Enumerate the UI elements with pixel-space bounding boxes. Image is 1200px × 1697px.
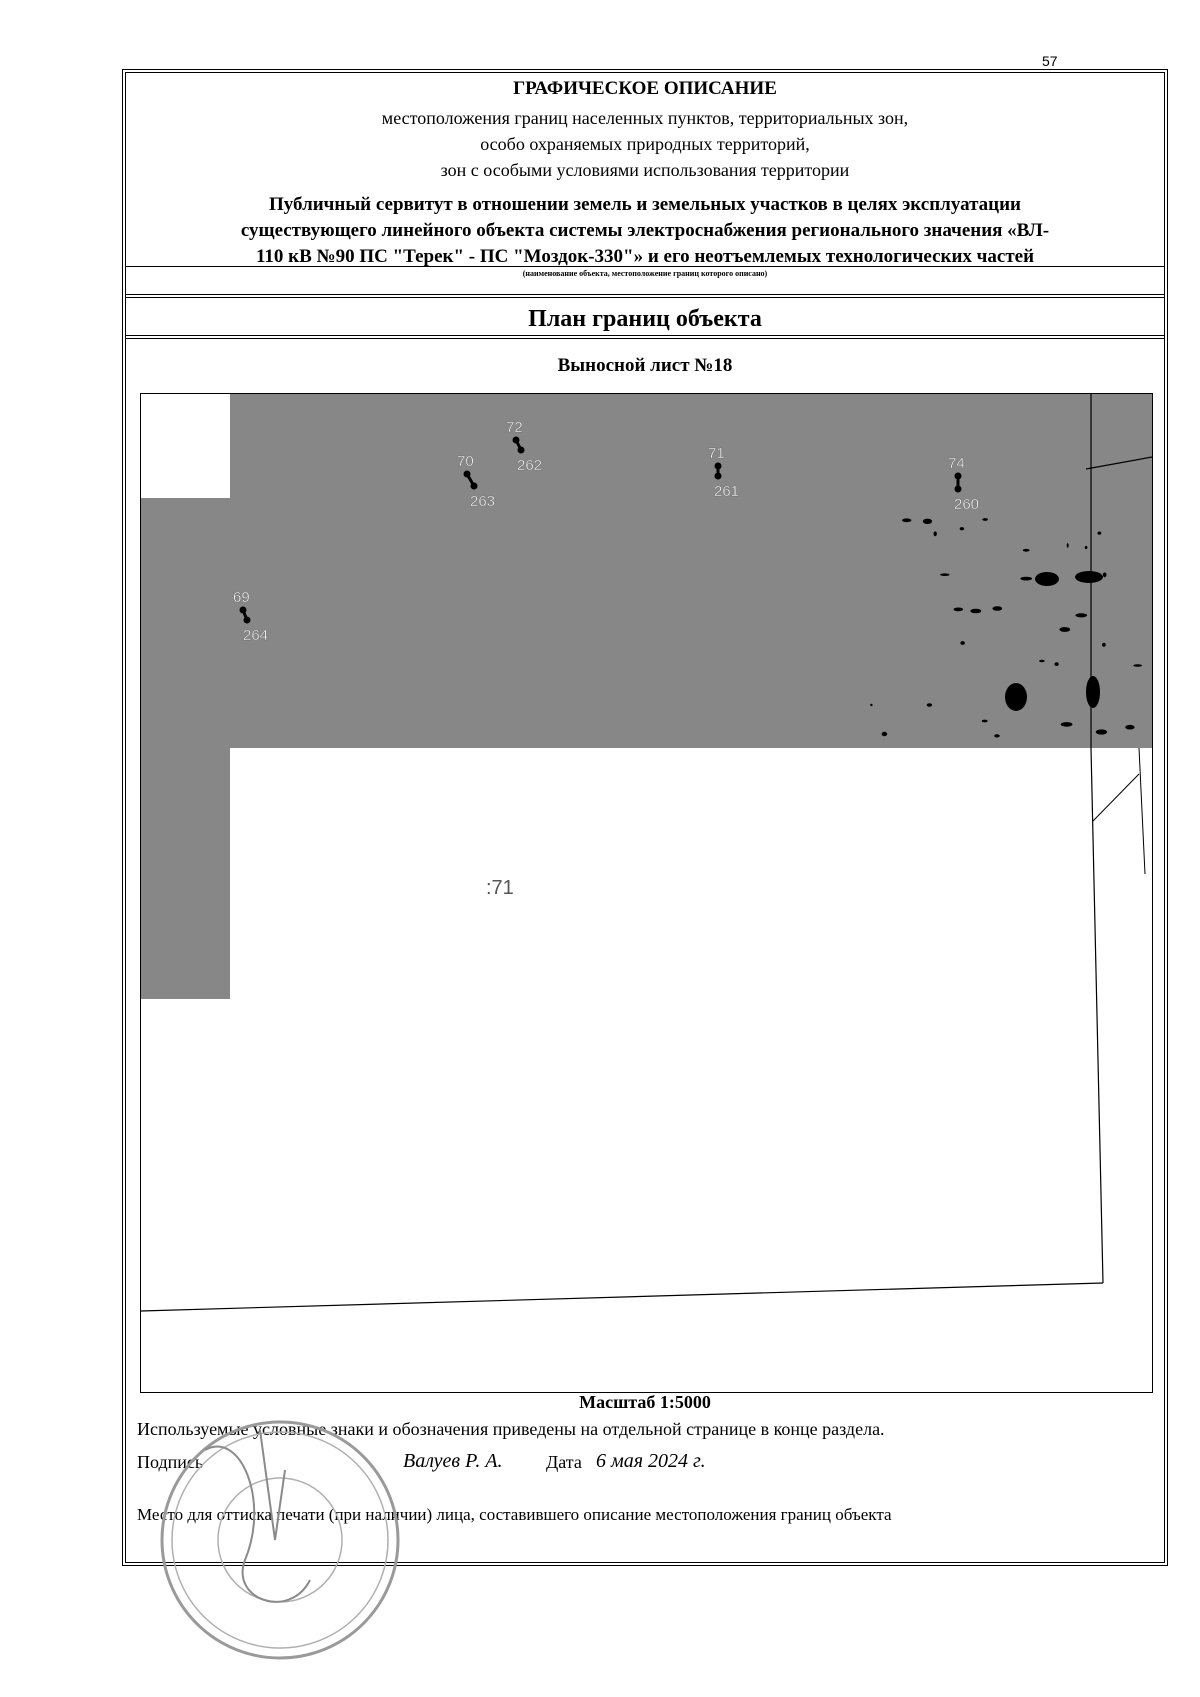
description-line: местоположения границ населенных пунктов, территориальных зон, bbox=[381, 108, 909, 128]
date-value: 6 мая 2024 г. bbox=[596, 1450, 706, 1472]
signature-label: Подпись bbox=[137, 1452, 204, 1472]
scan-noise-blob bbox=[1075, 613, 1087, 617]
scan-noise-blob bbox=[870, 704, 872, 706]
description-line: зон с особыми условиями использования территории bbox=[440, 160, 850, 180]
stamp-ring-outer bbox=[162, 1422, 398, 1658]
boundary-point bbox=[955, 473, 962, 480]
object-line: 110 кВ №90 ПС "Терек" - ПС "Моздок-330"» и его неотъемлемых технологических частей bbox=[255, 246, 1035, 267]
scan-noise-blob bbox=[1096, 729, 1107, 734]
boundary-point bbox=[471, 483, 478, 490]
scan-noise-blob bbox=[1023, 549, 1030, 552]
boundary-point bbox=[513, 437, 520, 444]
scan-noise-blob bbox=[1086, 676, 1100, 708]
point-number-label: 262 bbox=[517, 457, 543, 474]
scan-noise-blob bbox=[992, 606, 1002, 611]
boundary-point bbox=[518, 447, 525, 454]
boundary-point bbox=[715, 473, 722, 480]
separator-caption bbox=[125, 294, 1165, 295]
boundary-map bbox=[140, 393, 1153, 1393]
separator-plan-2 bbox=[125, 338, 1165, 339]
boundary-point bbox=[955, 486, 962, 493]
point-number-label: 74 bbox=[948, 455, 965, 472]
scan-noise-blob bbox=[960, 641, 964, 645]
boundary-point bbox=[244, 617, 251, 624]
description-line: особо охраняемых природных территорий, bbox=[480, 134, 810, 154]
boundary-point bbox=[464, 471, 471, 478]
boundary-point bbox=[715, 463, 722, 470]
point-number-label: 72 bbox=[506, 419, 523, 436]
scan-noise-blob bbox=[954, 608, 964, 612]
scan-noise-blob bbox=[994, 734, 1000, 737]
boundary-point bbox=[240, 607, 247, 614]
point-number-label: 263 bbox=[470, 493, 496, 510]
document-description bbox=[125, 105, 1165, 183]
scan-noise-blob bbox=[902, 518, 911, 522]
page-number: 57 bbox=[1042, 53, 1058, 69]
point-number-label: 260 bbox=[954, 496, 980, 513]
separator-plan bbox=[125, 335, 1165, 336]
scan-noise-blob bbox=[1020, 577, 1032, 581]
scan-noise-blob bbox=[982, 518, 988, 521]
signature-stroke-2 bbox=[260, 1430, 285, 1540]
scan-noise-blob bbox=[927, 703, 932, 707]
scan-noise-blob bbox=[882, 732, 888, 736]
sheet-title: Выносной лист №18 bbox=[557, 355, 733, 376]
stamp-place-note: Место для оттиска печати (при наличии) лица, составившего описание местоположения границ объекта bbox=[137, 1505, 892, 1524]
scan-noise-blob bbox=[1005, 683, 1027, 711]
scan-noise-blob bbox=[1035, 572, 1059, 586]
scan-noise-blob bbox=[1098, 532, 1102, 535]
scan-noise-blob bbox=[1061, 722, 1073, 727]
scan-noise-blob bbox=[1102, 643, 1106, 647]
scan-noise-blob bbox=[940, 573, 949, 576]
scan-noise-blob bbox=[1075, 571, 1103, 583]
object-name bbox=[125, 192, 1165, 270]
object-caption: (наименование объекта, местоположение границ которого описано) bbox=[522, 269, 768, 278]
point-number-label: 264 bbox=[243, 627, 269, 644]
scan-noise-blob bbox=[1125, 725, 1134, 730]
plan-title: План границ объекта bbox=[528, 306, 762, 332]
point-number-label: 261 bbox=[714, 483, 740, 500]
stamp-seal bbox=[150, 1410, 410, 1670]
scan-noise-blob bbox=[960, 527, 964, 530]
scan-noise-blob bbox=[1085, 546, 1088, 549]
scan-noise-blob bbox=[970, 609, 981, 614]
parcel-label: :71 bbox=[486, 877, 514, 899]
scan-noise-blob bbox=[1133, 664, 1142, 667]
scan-noise-blob bbox=[1103, 572, 1107, 577]
scan-noise-blob bbox=[1067, 543, 1069, 547]
object-line: Публичный сервитут в отношении земель и земельных участков в целях эксплуатации bbox=[269, 194, 1021, 215]
scan-noise-blob bbox=[1059, 627, 1070, 632]
scan-noise-blob bbox=[1055, 662, 1059, 666]
point-number-label: 69 bbox=[233, 589, 250, 606]
point-number-label: 70 bbox=[457, 453, 474, 470]
scan-noise-blob bbox=[1039, 660, 1045, 662]
separator-caption-2 bbox=[125, 297, 1165, 298]
point-number-label: 71 bbox=[708, 445, 725, 462]
map-scale: Масштаб 1:5000 bbox=[579, 1392, 711, 1412]
object-line: существующего линейного объекта системы электроснабжения регионального значения «ВЛ- bbox=[240, 220, 1050, 241]
scan-noise-blob bbox=[923, 519, 932, 524]
scan-noise-blob bbox=[982, 720, 988, 723]
stamp-ring-middle bbox=[172, 1432, 388, 1648]
legend-note: Используемые условные знаки и обозначения приведены на отдельной странице в конце раздела. bbox=[137, 1419, 885, 1439]
document-title: ГРАФИЧЕСКОЕ ОПИСАНИЕ bbox=[513, 78, 777, 99]
signer-name: Валуев Р. А. bbox=[403, 1450, 503, 1472]
stamp-ring-inner bbox=[218, 1478, 342, 1602]
date-label: Дата bbox=[546, 1452, 582, 1472]
scan-noise-blob bbox=[934, 531, 937, 536]
